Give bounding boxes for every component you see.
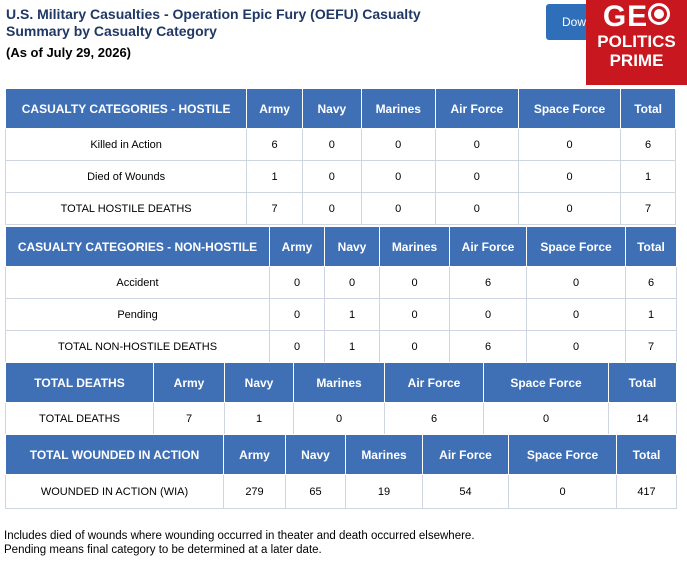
cell-marines: 0	[361, 129, 435, 161]
cell-air-force: 6	[385, 403, 484, 435]
cell-total: 1	[621, 161, 676, 193]
column-header-marines: Marines	[380, 227, 450, 267]
page-title: U.S. Military Casualties - Operation Epic Fury (OEFU) Casualty Summary by Casualty Category	[6, 6, 421, 39]
table-row	[6, 403, 677, 435]
column-header-category: TOTAL DEATHS	[6, 363, 154, 403]
cell-army: 0	[270, 331, 325, 363]
cell-navy: 0	[325, 267, 380, 299]
column-header-air-force: Air Force	[435, 89, 518, 129]
cell-space-force: 0	[518, 161, 620, 193]
table-header-row	[6, 227, 677, 267]
row-label: Killed in Action	[6, 129, 247, 161]
wounded-in-action-table	[5, 434, 677, 509]
cell-air-force: 0	[435, 129, 518, 161]
column-header-space-force: Space Force	[527, 227, 626, 267]
logo-text-politics: POLITICS	[597, 32, 676, 51]
cell-navy: 0	[302, 129, 361, 161]
logo-text-geo: GE	[602, 0, 649, 33]
cell-total: 14	[609, 403, 677, 435]
table-header-row	[6, 363, 677, 403]
cell-navy: 1	[325, 331, 380, 363]
cell-marines: 0	[380, 267, 450, 299]
cell-air-force: 0	[435, 193, 518, 225]
column-header-space-force: Space Force	[518, 89, 620, 129]
column-header-total: Total	[609, 363, 677, 403]
row-label: WOUNDED IN ACTION (WIA)	[6, 475, 224, 509]
column-header-navy: Navy	[325, 227, 380, 267]
column-header-army: Army	[224, 435, 286, 475]
cell-army: 0	[270, 267, 325, 299]
table-row	[6, 267, 677, 299]
cell-total: 417	[617, 475, 677, 509]
cell-marines: 0	[361, 193, 435, 225]
cell-navy: 0	[302, 193, 361, 225]
cell-air-force: 6	[450, 331, 527, 363]
cell-space-force: 0	[527, 299, 626, 331]
row-label: Pending	[6, 299, 270, 331]
cell-army: 6	[247, 129, 303, 161]
table-row	[6, 129, 676, 161]
column-header-army: Army	[154, 363, 225, 403]
column-header-marines: Marines	[346, 435, 423, 475]
cell-army: 0	[270, 299, 325, 331]
non-hostile-casualties-table	[5, 226, 677, 363]
cell-air-force: 0	[435, 161, 518, 193]
column-header-air-force: Air Force	[385, 363, 484, 403]
column-header-total: Total	[626, 227, 677, 267]
cell-air-force: 0	[450, 299, 527, 331]
hostile-casualties-table	[5, 88, 676, 225]
cell-total: 7	[626, 331, 677, 363]
column-header-space-force: Space Force	[484, 363, 609, 403]
column-header-total: Total	[617, 435, 677, 475]
column-header-category: CASUALTY CATEGORIES - NON-HOSTILE	[6, 227, 270, 267]
column-header-air-force: Air Force	[450, 227, 527, 267]
cell-navy: 1	[325, 299, 380, 331]
row-label: TOTAL DEATHS	[6, 403, 154, 435]
column-header-space-force: Space Force	[509, 435, 617, 475]
globe-icon	[648, 3, 670, 25]
column-header-army: Army	[247, 89, 303, 129]
cell-marines: 0	[380, 331, 450, 363]
cell-army: 1	[247, 161, 303, 193]
cell-marines: 0	[294, 403, 385, 435]
table-row	[6, 475, 677, 509]
cell-space-force: 0	[527, 331, 626, 363]
cell-army: 7	[247, 193, 303, 225]
cell-total: 6	[626, 267, 677, 299]
cell-navy: 1	[225, 403, 294, 435]
cell-total: 1	[626, 299, 677, 331]
cell-marines: 0	[380, 299, 450, 331]
cell-marines: 19	[346, 475, 423, 509]
cell-space-force: 0	[484, 403, 609, 435]
table-header-row	[6, 89, 676, 129]
cell-space-force: 0	[518, 129, 620, 161]
row-label: TOTAL NON-HOSTILE DEATHS	[6, 331, 270, 363]
footnotes	[4, 529, 475, 557]
cell-army: 7	[154, 403, 225, 435]
row-label: TOTAL HOSTILE DEATHS	[6, 193, 247, 225]
column-header-total: Total	[621, 89, 676, 129]
column-header-navy: Navy	[225, 363, 294, 403]
column-header-category: TOTAL WOUNDED IN ACTION	[6, 435, 224, 475]
cell-space-force: 0	[518, 193, 620, 225]
cell-space-force: 0	[527, 267, 626, 299]
cell-air-force: 6	[450, 267, 527, 299]
cell-air-force: 54	[423, 475, 509, 509]
as-of-date: (As of July 29, 2026)	[6, 45, 131, 60]
cell-total: 6	[621, 129, 676, 161]
column-header-air-force: Air Force	[423, 435, 509, 475]
row-label: Died of Wounds	[6, 161, 247, 193]
cell-marines: 0	[361, 161, 435, 193]
column-header-army: Army	[270, 227, 325, 267]
cell-total: 7	[621, 193, 676, 225]
column-header-marines: Marines	[361, 89, 435, 129]
cell-space-force: 0	[509, 475, 617, 509]
table-header-row	[6, 435, 677, 475]
footnote-pending: Pending means final category to be determined at a later date.	[4, 544, 322, 556]
footnote-died-of-wounds: Includes died of wounds where wounding occurred in theater and death occurred elsewhere.	[4, 530, 475, 542]
cell-navy: 0	[302, 161, 361, 193]
download-button[interactable]: Dow	[546, 4, 616, 40]
row-label: Accident	[6, 267, 270, 299]
logo-text-prime: PRIME	[609, 51, 664, 70]
column-header-marines: Marines	[294, 363, 385, 403]
table-row	[6, 331, 677, 363]
total-deaths-table	[5, 362, 677, 435]
cell-army: 279	[224, 475, 286, 509]
column-header-navy: Navy	[302, 89, 361, 129]
column-header-category: CASUALTY CATEGORIES - HOSTILE	[6, 89, 247, 129]
table-row	[6, 161, 676, 193]
column-header-navy: Navy	[286, 435, 346, 475]
table-row	[6, 299, 677, 331]
table-row	[6, 193, 676, 225]
geopolitics-prime-logo	[586, 0, 687, 85]
cell-navy: 65	[286, 475, 346, 509]
